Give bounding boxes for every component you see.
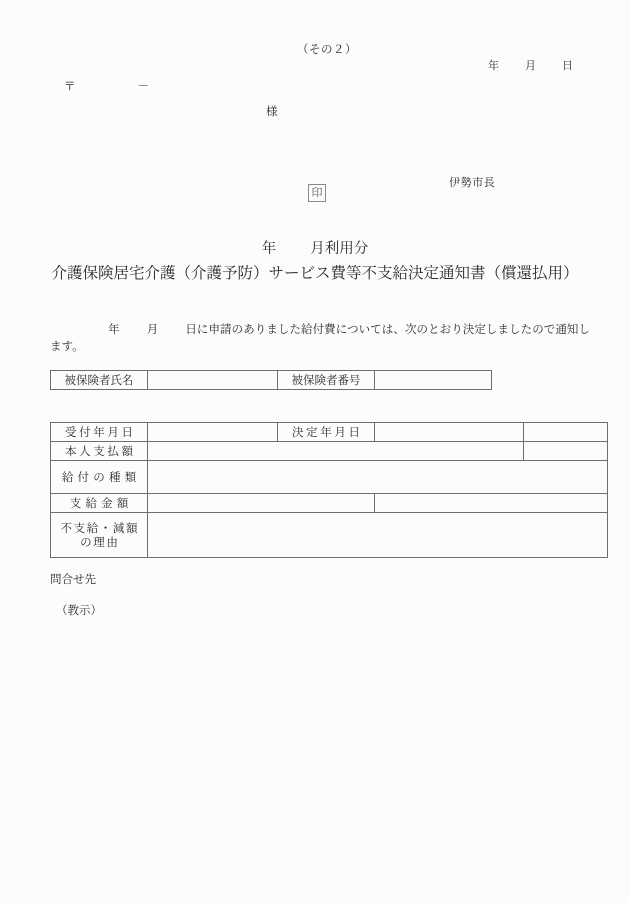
reception-date-value[interactable]	[148, 423, 278, 442]
addressee-honorific: 様	[266, 104, 278, 118]
insured-name-label: 被保険者氏名	[51, 371, 148, 390]
table-row-reception-date	[51, 423, 608, 442]
benefit-type-value[interactable]	[148, 461, 608, 494]
body-year: 年	[108, 322, 120, 336]
decision-date-value[interactable]	[375, 423, 524, 442]
table-row-benefit-type	[51, 461, 608, 494]
insured-number-label: 被保険者番号	[278, 371, 375, 390]
postal-code-dash: －	[137, 79, 149, 93]
postal-mark-icon: 〒	[64, 79, 76, 93]
table-row-denial-reason	[51, 513, 608, 558]
decision-details-table	[50, 422, 608, 558]
self-payment-value[interactable]	[148, 442, 524, 461]
official-seal-box: 印	[308, 184, 326, 202]
instruction-label: （教示）	[56, 603, 102, 617]
insured-person-table	[50, 370, 492, 390]
page-title: 介護保険居宅介護（介護予防）サービス費等不支給決定通知書（償還払用）	[51, 264, 579, 282]
insured-name-value[interactable]	[148, 371, 278, 390]
denial-reason-value[interactable]	[148, 513, 608, 558]
self-payment-label: 本人支払額	[51, 442, 148, 461]
denial-reason-label: 不支給・減額 の理由	[51, 513, 148, 558]
body-sentence: 日に申請のありました給付費については、次のとおり決定しましたので通知します。	[50, 322, 590, 353]
reception-date-label: 受付年月日	[51, 423, 148, 442]
table-row	[51, 371, 492, 390]
title-usage-period	[0, 237, 630, 258]
table-row-payment-amount	[51, 494, 608, 513]
title-period-month: 月利用分	[310, 241, 369, 257]
title-period-year: 年	[261, 241, 277, 257]
postal-address-line	[64, 78, 149, 94]
issue-date-month: 月	[525, 59, 536, 72]
decision-date-label: 決定年月日	[278, 423, 375, 442]
payment-amount-value-secondary[interactable]	[375, 494, 608, 513]
body-month: 月	[146, 322, 159, 336]
issue-date-day: 日	[562, 59, 573, 72]
payment-amount-value[interactable]	[148, 494, 375, 513]
table-row-self-payment	[51, 442, 608, 461]
issue-date-year: 年	[488, 59, 499, 72]
issuer-name: 伊勢市長	[449, 176, 496, 189]
form-number: （その２）	[297, 42, 357, 56]
body-paragraph	[50, 321, 590, 355]
insured-number-value[interactable]	[375, 371, 492, 390]
contact-label: 問合せ先	[50, 572, 96, 586]
benefit-type-label: 給付の種類	[51, 461, 148, 494]
spacer-cell	[524, 423, 608, 442]
issue-date-line	[488, 57, 573, 73]
spacer-cell	[524, 442, 608, 461]
payment-amount-label: 支給金額	[51, 494, 148, 513]
